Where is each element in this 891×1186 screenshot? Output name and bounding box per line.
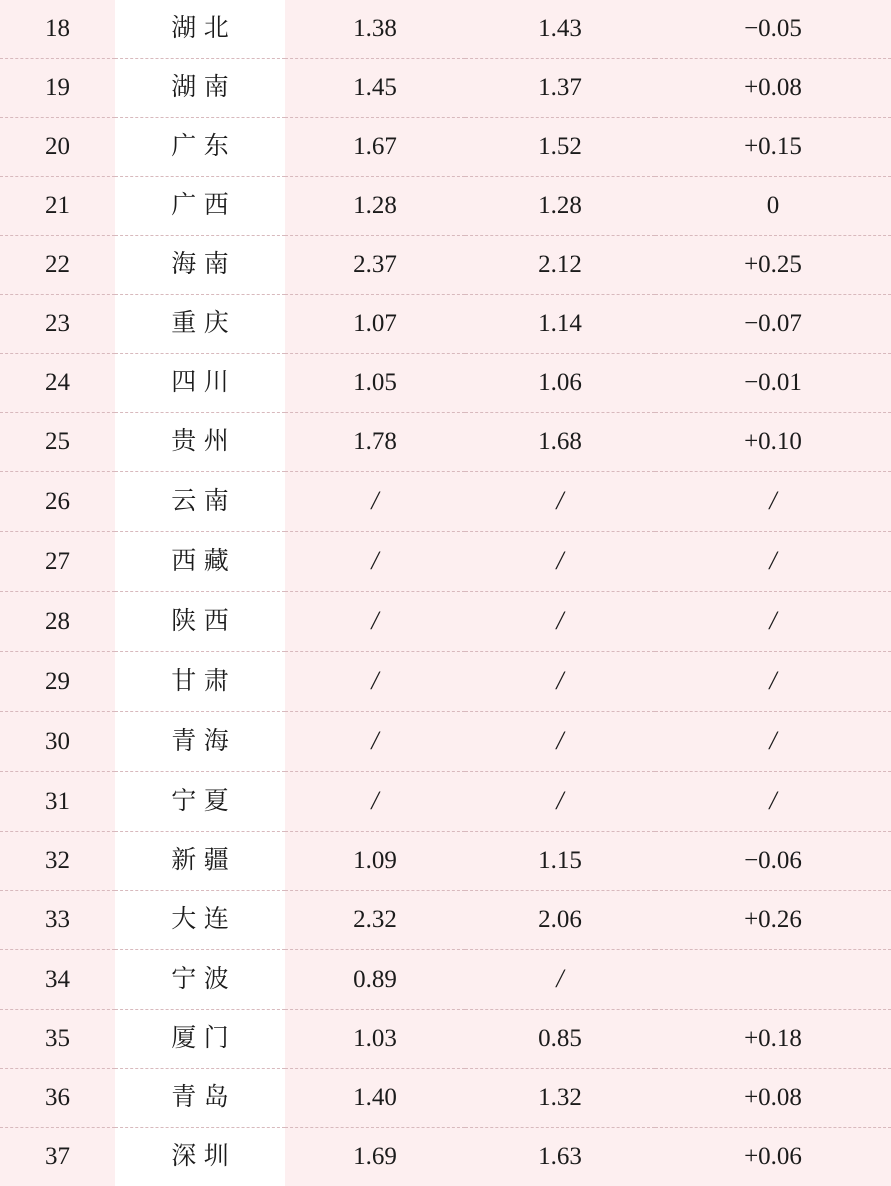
row-value-3: +0.18 (655, 1010, 891, 1069)
row-value-2: / (465, 652, 655, 712)
row-value-1: / (285, 472, 465, 532)
table-row (0, 236, 891, 295)
row-value-1: 2.32 (285, 891, 465, 950)
row-value-1: 1.78 (285, 413, 465, 472)
row-value-3: +0.08 (655, 59, 891, 118)
row-index: 24 (0, 354, 115, 413)
row-index: 32 (0, 832, 115, 891)
row-index: 26 (0, 472, 115, 532)
row-index: 34 (0, 950, 115, 1010)
row-region: 陕西 (115, 592, 285, 652)
row-value-1: 1.69 (285, 1128, 465, 1186)
row-value-3: −0.01 (655, 354, 891, 413)
row-value-3: +0.26 (655, 891, 891, 950)
row-value-1: / (285, 712, 465, 772)
row-value-2: / (465, 472, 655, 532)
row-value-3: +0.06 (655, 1128, 891, 1186)
row-value-3 (655, 950, 891, 1010)
row-value-2: 1.52 (465, 118, 655, 177)
row-region: 西藏 (115, 532, 285, 592)
row-value-2: 1.32 (465, 1069, 655, 1128)
row-index: 22 (0, 236, 115, 295)
row-region: 青岛 (115, 1069, 285, 1128)
row-region: 宁夏 (115, 772, 285, 832)
row-value-2: 1.63 (465, 1128, 655, 1186)
row-value-1: / (285, 532, 465, 592)
table-row (0, 413, 891, 472)
row-index: 31 (0, 772, 115, 832)
row-value-1: 1.40 (285, 1069, 465, 1128)
table-row (0, 1069, 891, 1128)
row-region: 四川 (115, 354, 285, 413)
row-value-1: / (285, 592, 465, 652)
table-row (0, 295, 891, 354)
row-value-1: / (285, 652, 465, 712)
row-region: 海南 (115, 236, 285, 295)
row-index: 36 (0, 1069, 115, 1128)
table-row (0, 532, 891, 592)
row-index: 27 (0, 532, 115, 592)
row-value-1: 1.09 (285, 832, 465, 891)
row-value-1: 1.05 (285, 354, 465, 413)
row-value-2: 2.12 (465, 236, 655, 295)
row-value-1: 1.03 (285, 1010, 465, 1069)
table-row (0, 59, 891, 118)
row-value-3: +0.08 (655, 1069, 891, 1128)
row-region: 青海 (115, 712, 285, 772)
row-value-2: 1.28 (465, 177, 655, 236)
row-value-3: +0.15 (655, 118, 891, 177)
table-row (0, 354, 891, 413)
row-value-3: 0 (655, 177, 891, 236)
row-value-3: −0.06 (655, 832, 891, 891)
table-row (0, 118, 891, 177)
row-value-1: 1.07 (285, 295, 465, 354)
row-index: 29 (0, 652, 115, 712)
row-index: 28 (0, 592, 115, 652)
row-index: 37 (0, 1128, 115, 1186)
row-index: 21 (0, 177, 115, 236)
row-region: 甘肃 (115, 652, 285, 712)
table-row (0, 772, 891, 832)
row-value-2: 1.06 (465, 354, 655, 413)
row-value-3: / (655, 532, 891, 592)
row-value-2: / (465, 950, 655, 1010)
table-row (0, 177, 891, 236)
row-value-3: −0.07 (655, 295, 891, 354)
table-row (0, 712, 891, 772)
table-row (0, 652, 891, 712)
table-row (0, 472, 891, 532)
row-index: 23 (0, 295, 115, 354)
row-value-3: +0.25 (655, 236, 891, 295)
row-region: 大连 (115, 891, 285, 950)
row-index: 18 (0, 0, 115, 59)
table-row (0, 832, 891, 891)
row-value-1: 1.67 (285, 118, 465, 177)
row-index: 19 (0, 59, 115, 118)
row-value-3: / (655, 592, 891, 652)
row-value-2: / (465, 772, 655, 832)
row-region: 重庆 (115, 295, 285, 354)
row-value-1: / (285, 772, 465, 832)
row-region: 广西 (115, 177, 285, 236)
table-row (0, 891, 891, 950)
row-index: 30 (0, 712, 115, 772)
row-index: 35 (0, 1010, 115, 1069)
row-value-3: −0.05 (655, 0, 891, 59)
table-row (0, 950, 891, 1010)
row-value-2: 1.43 (465, 0, 655, 59)
row-value-3: / (655, 712, 891, 772)
row-index: 25 (0, 413, 115, 472)
row-region: 贵州 (115, 413, 285, 472)
row-region: 湖北 (115, 0, 285, 59)
row-region: 深圳 (115, 1128, 285, 1186)
table-row (0, 0, 891, 59)
row-value-2: 2.06 (465, 891, 655, 950)
row-region: 新疆 (115, 832, 285, 891)
row-value-2: 1.68 (465, 413, 655, 472)
row-value-3: / (655, 772, 891, 832)
row-region: 厦门 (115, 1010, 285, 1069)
row-region: 宁波 (115, 950, 285, 1010)
row-value-1: 1.38 (285, 0, 465, 59)
table-row (0, 1010, 891, 1069)
row-value-2: 1.15 (465, 832, 655, 891)
table-row (0, 592, 891, 652)
row-value-1: 1.45 (285, 59, 465, 118)
row-region: 湖南 (115, 59, 285, 118)
row-value-2: 1.14 (465, 295, 655, 354)
table-row (0, 1128, 891, 1186)
row-value-2: / (465, 532, 655, 592)
row-index: 33 (0, 891, 115, 950)
row-value-3: / (655, 472, 891, 532)
row-region: 广东 (115, 118, 285, 177)
row-value-2: / (465, 592, 655, 652)
row-index: 20 (0, 118, 115, 177)
row-value-2: / (465, 712, 655, 772)
row-region: 云南 (115, 472, 285, 532)
row-value-1: 2.37 (285, 236, 465, 295)
row-value-2: 1.37 (465, 59, 655, 118)
row-value-1: 0.89 (285, 950, 465, 1010)
row-value-1: 1.28 (285, 177, 465, 236)
row-value-2: 0.85 (465, 1010, 655, 1069)
row-value-3: +0.10 (655, 413, 891, 472)
row-value-3: / (655, 652, 891, 712)
